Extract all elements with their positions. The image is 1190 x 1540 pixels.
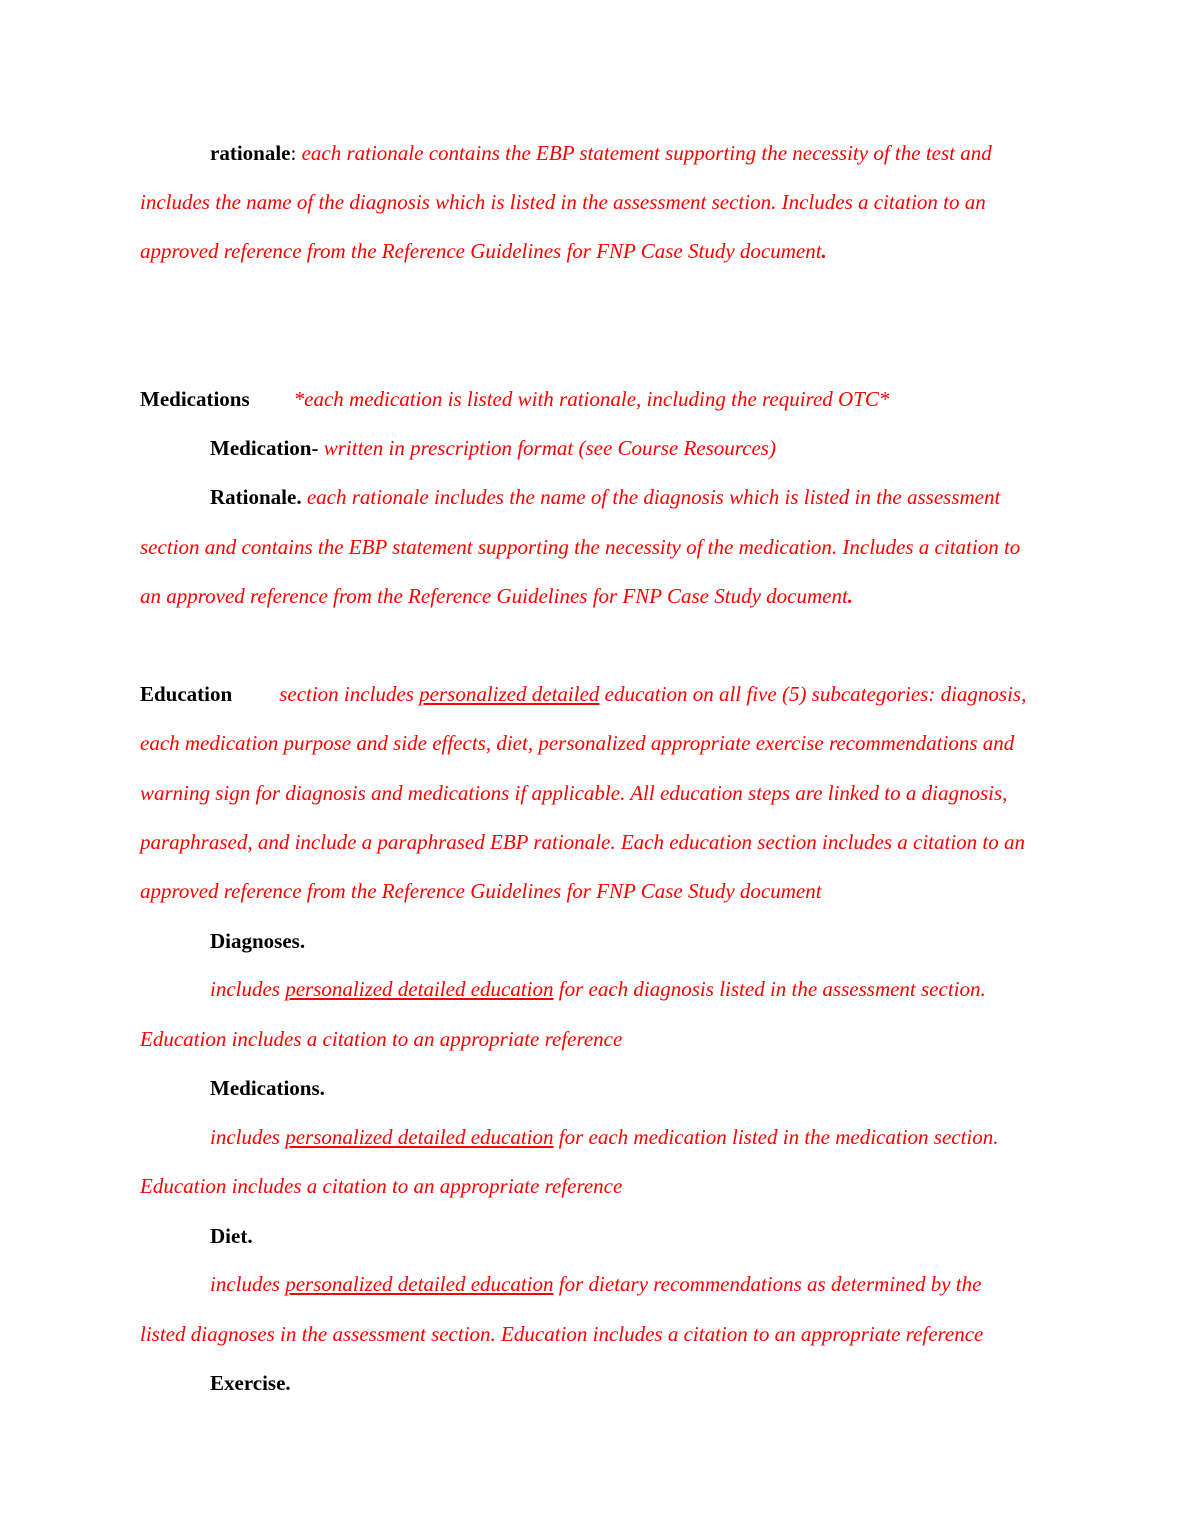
diet-pre: includes bbox=[210, 1272, 286, 1296]
education-text-5: approved reference from the Reference Guidelines for FNP Case Study document bbox=[140, 879, 822, 903]
diagnoses-line-2 bbox=[140, 1029, 622, 1050]
med-rationale-line-3 bbox=[140, 586, 853, 607]
rationale-period: . bbox=[821, 239, 827, 263]
rationale-line-1 bbox=[210, 143, 992, 164]
diet-text-2: listed diagnoses in the assessment section. Education includes a citation to an appropriate reference bbox=[140, 1322, 984, 1346]
diet-underlined: personalized detailed education bbox=[285, 1272, 554, 1296]
med-rationale-line-2 bbox=[140, 537, 1020, 558]
diagnoses-text-2: Education includes a citation to an appropriate reference bbox=[140, 1027, 623, 1051]
medication-text: written in prescription format (see Course Resources) bbox=[318, 436, 776, 460]
education-line-1 bbox=[140, 684, 1026, 705]
diagnoses-underlined: personalized detailed education bbox=[285, 977, 554, 1001]
medications-edu-line-1 bbox=[210, 1127, 999, 1148]
medications-heading-line bbox=[140, 389, 889, 410]
medications-edu-text-2: Education includes a citation to an appropriate reference bbox=[140, 1174, 623, 1198]
education-text-2: each medication purpose and side effects, diet, personalized appropriate exercise recommendations and bbox=[140, 731, 1015, 755]
rationale-text-3: approved reference from the Reference Guidelines for FNP Case Study document bbox=[140, 239, 822, 263]
med-rationale-text-3: an approved reference from the Reference Guidelines for FNP Case Study document bbox=[140, 584, 848, 608]
exercise-heading: Exercise. bbox=[210, 1371, 291, 1395]
diet-heading: Diet. bbox=[210, 1224, 253, 1248]
exercise-heading-line bbox=[210, 1373, 291, 1394]
diet-line-1 bbox=[210, 1274, 981, 1295]
medication-line bbox=[210, 438, 776, 459]
medication-label: Medication- bbox=[210, 436, 319, 460]
diagnoses-heading-line bbox=[210, 931, 305, 952]
diet-line-2 bbox=[140, 1324, 983, 1345]
med-rationale-line-1 bbox=[210, 487, 1000, 508]
rationale-colon: : bbox=[290, 141, 297, 165]
education-heading: Education bbox=[140, 682, 233, 706]
education-line-3 bbox=[140, 783, 1007, 804]
education-text-4: paraphrased, and include a paraphrased EBP rationale. Each education section includes a citation to an bbox=[140, 830, 1026, 854]
medications-heading: Medications bbox=[140, 387, 250, 411]
med-rationale-text-1: each rationale includes the name of the diagnosis which is listed in the assessment bbox=[301, 485, 1001, 509]
rationale-line-2 bbox=[140, 192, 986, 213]
diagnoses-post: for each diagnosis listed in the assessment section. bbox=[553, 977, 986, 1001]
med-rationale-label: Rationale. bbox=[210, 485, 302, 509]
med-rationale-text-2: section and contains the EBP statement supporting the necessity of the medication. Includes a citation to bbox=[140, 535, 1021, 559]
education-line-4 bbox=[140, 832, 1025, 853]
medications-edu-heading: Medications. bbox=[210, 1076, 325, 1100]
diagnoses-line-1 bbox=[210, 979, 986, 1000]
education-text-1a: section includes bbox=[279, 682, 420, 706]
medications-edu-line-2 bbox=[140, 1176, 622, 1197]
medications-edu-post: for each medication listed in the medication section. bbox=[553, 1125, 999, 1149]
education-line-5 bbox=[140, 881, 822, 902]
diet-post: for dietary recommendations as determined by the bbox=[553, 1272, 982, 1296]
rationale-text-2: includes the name of the diagnosis which is listed in the assessment section. Includes a citation to an bbox=[140, 190, 986, 214]
education-line-2 bbox=[140, 733, 1014, 754]
med-rationale-period: . bbox=[847, 584, 854, 608]
medications-note: *each medication is listed with rationale, including the required OTC* bbox=[293, 387, 890, 411]
education-text-1-underlined: personalized detailed bbox=[419, 682, 600, 706]
diet-heading-line bbox=[210, 1226, 253, 1247]
medications-edu-heading-line bbox=[210, 1078, 325, 1099]
education-text-1b: education on all five (5) subcategories: diagnosis, bbox=[599, 682, 1027, 706]
medications-edu-pre: includes bbox=[210, 1125, 286, 1149]
diagnoses-heading: Diagnoses. bbox=[210, 929, 306, 953]
rationale-line-3 bbox=[140, 241, 827, 262]
diagnoses-pre: includes bbox=[210, 977, 286, 1001]
rationale-text-1: each rationale contains the EBP statement supporting the necessity of the test and bbox=[296, 141, 992, 165]
education-text-3: warning sign for diagnosis and medications if applicable. All education steps are linked to a diagnosis, bbox=[140, 781, 1008, 805]
rationale-heading: rationale bbox=[210, 141, 291, 165]
medications-edu-underlined: personalized detailed education bbox=[285, 1125, 554, 1149]
